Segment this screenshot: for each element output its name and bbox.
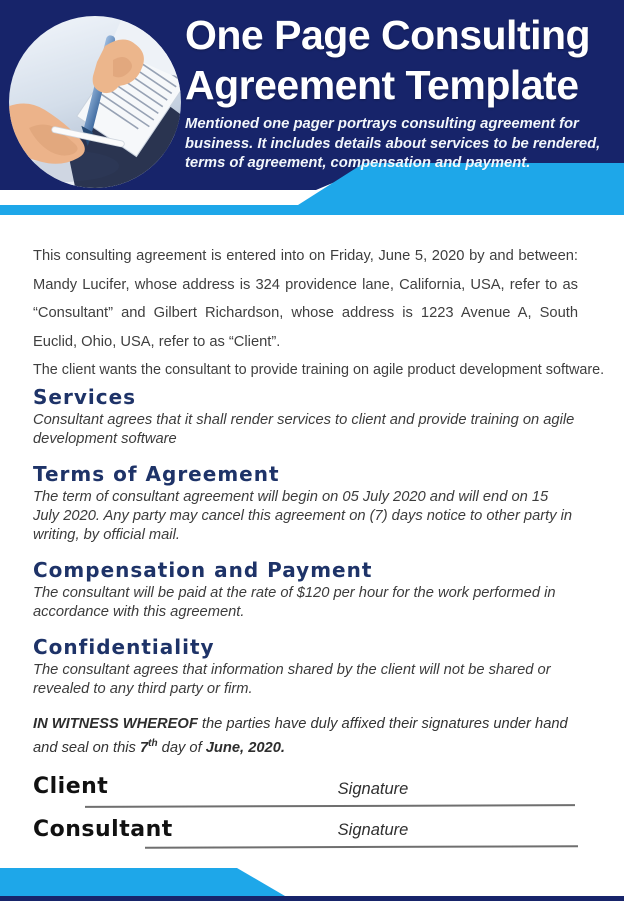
consultant-signature-caption: Signature (337, 821, 409, 840)
page-title-line1: One Page Consulting (185, 12, 591, 58)
footer-navy-bar (0, 896, 624, 901)
section-heading-confidentiality: Confidentiality (33, 634, 215, 659)
subtitle-line: terms of agreement, compensation and payment. (185, 155, 531, 171)
page-title-line2: Agreement Template (185, 62, 579, 108)
witness-date: June, 2020. (205, 739, 285, 756)
intro-purpose-line: The client wants the consultant to provide training on agile product development software. (33, 362, 605, 378)
witness-of: day of (157, 739, 206, 756)
title-block (185, 10, 617, 174)
hands-signing-photo (9, 16, 181, 188)
page-header (0, 0, 624, 215)
section-compensation-and-payment (33, 559, 578, 622)
section-services (33, 386, 578, 449)
witness-lead: IN WITNESS WHEREOF (33, 715, 198, 732)
client-signature-line (85, 805, 575, 809)
section-confidentiality (33, 636, 578, 699)
section-heading-terms: Terms of Agreement (33, 461, 280, 486)
subtitle-line: business. It includes details about services to be rendered, (185, 135, 601, 152)
witness-clause (33, 715, 578, 759)
section-terms-of-agreement (33, 463, 578, 545)
signature-block (33, 766, 578, 866)
page-subtitle (185, 115, 617, 174)
footer-blue-ribbon (0, 868, 290, 896)
subtitle-line: Mentioned one pager portrays consulting agreement for (185, 116, 579, 132)
client-label: Client (33, 774, 109, 800)
section-heading-services: Services (33, 384, 137, 409)
section-body-terms: The term of consultant agreement will begin on 05 July 2020 and will end on 15 July 2020. Any party may cancel this agreement on (7) days notice to other party in writing, by official mail. (33, 488, 573, 543)
client-signature-caption: Signature (337, 780, 409, 799)
section-body-compensation: The consultant will be paid at the rate of $120 per hour for the work performed in accordance with this agreement. (33, 584, 556, 620)
witness-day: 7 (139, 739, 149, 756)
agreement-body (0, 215, 624, 866)
section-body-services: Consultant agrees that it shall render services to client and provide training on agile development software (33, 411, 575, 447)
section-body-confidentiality: The consultant agrees that information shared by the client will not be shared or revealed to any third party or firm. (33, 661, 551, 697)
consultant-signature-line (145, 846, 578, 850)
witness-ordinal: th (148, 738, 158, 749)
consultant-label: Consultant (33, 817, 173, 843)
intro-paragraph: This consulting agreement is entered into on Friday, June 5, 2020 by and between: Mandy Lucifer, whose address is 324 providence lane, California, USA, refer to as “Consultant” and Gilbert Richardson, whose address is 1223 Avenue A, South Euclid, Ohio, USA, refer to as “Client”. (33, 248, 578, 350)
witness-text: the parties have duly affixed their signatures under hand and seal on this (33, 715, 568, 756)
section-heading-compensation: Compensation and Payment (33, 557, 373, 582)
